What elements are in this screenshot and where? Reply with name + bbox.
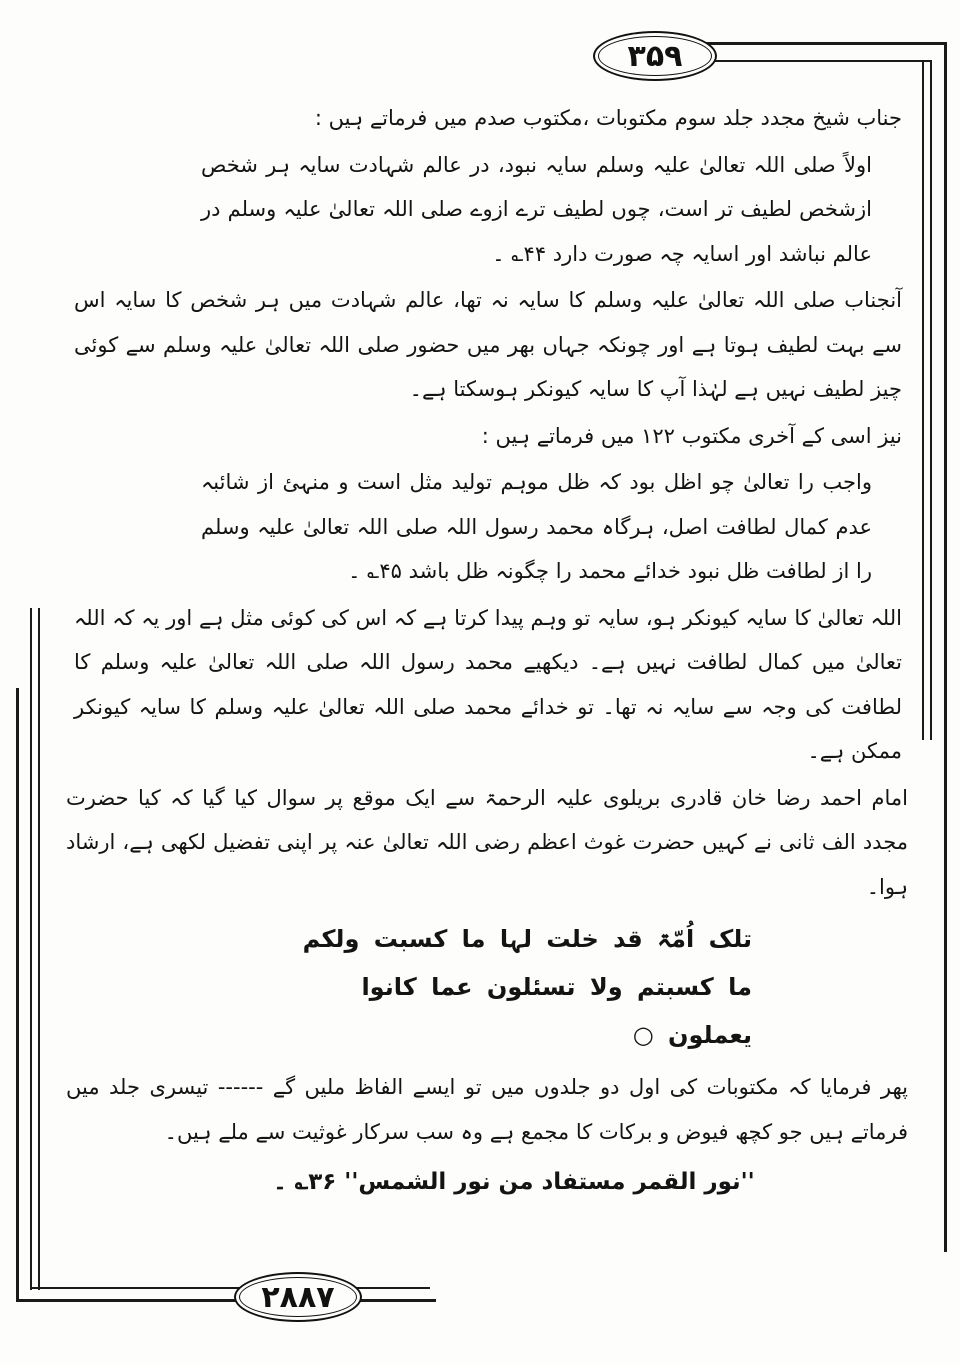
paragraph-intro-1: جناب شیخ مجدد جلد سوم مکتوبات ،مکتوب صدم میں فرماتے ہیں : — [314, 106, 902, 130]
page-number-top — [593, 31, 717, 81]
page-content — [66, 96, 908, 1209]
persian-quote-2: واجب را تعالیٰ چو اظل بود کہ ظل موہم تولید مثل است و منہئ از شائبہ عدم کمال لطافت اصل، ہرگاہ محمد رسول اللہ صلی اللہ تعالیٰ علیہ وسلم را از لطافت ظل نبود خدائے محمد را چگونہ ظل باشد ۴۵؎ ۔ — [201, 470, 872, 584]
frame-line-left-inner-a — [30, 608, 32, 1290]
frame-line-right-inner-a — [922, 60, 924, 740]
urdu-answer-paragraph: پھر فرمایا کہ مکتوبات کی اول دو جلدوں میں تو ایسے الفاظ ملیں گے ------ تیسری جلد میں فرماتے ہیں جو کچھ فیوض و برکات کا مجمع ہے وہ سب سرکار غوثیت سے ملے ہیں۔ — [66, 1075, 908, 1144]
frame-line-left-outer — [16, 688, 19, 1302]
frame-line-bottom-inner — [30, 1287, 430, 1289]
frame-line-right-inner-b — [930, 60, 932, 740]
frame-line-left-inner-b — [38, 608, 40, 1290]
frame-line-top-outer — [695, 42, 947, 45]
frame-line-bottom-outer — [16, 1299, 436, 1302]
paragraph-intro-2: نیز اسی کے آخری مکتوب ۱۲۲ میں فرماتے ہیں : — [481, 423, 902, 448]
frame-line-top-inner — [700, 60, 932, 62]
page-number-bottom — [234, 1272, 362, 1322]
page-number-bottom-value: ۲۸۸۷ — [239, 1277, 357, 1317]
urdu-explanation-2: اللہ تعالیٰ کا سایہ کیونکر ہو، سایہ تو وہم پیدا کرتا ہے کہ اس کی کوئی مثل ہے اور یہ کہ اللہ تعالیٰ میں کمال لطافت نہیں ہے۔ دیکھیے محمد رسول اللہ صلی اللہ تعالیٰ علیہ وسلم کا لطافت کی وجہ سے سایہ نہ تھا۔ تو خدائے محمد صلی اللہ تعالیٰ علیہ وسلم کا سایہ کیونکر ممکن ہے۔ — [74, 605, 902, 764]
page-number-top-value: ۳۵۹ — [598, 36, 712, 76]
frame-line-right-outer — [944, 42, 947, 1252]
arabic-verse: تلک اُمّۃ قد خلت لہا ما کسبت ولکم ما کسبتم ولا تسئلون عما کانوا یعملون ○ — [302, 925, 752, 1050]
arabic-final-quote: ''نور القمر مستفاد من نور الشمس'' ۳۶؎ ۔ — [273, 1169, 755, 1196]
persian-quote-1: اولاً صلی اللہ تعالیٰ علیہ وسلم سایہ نبود، در عالم شہادت سایہ ہر شخص ازشخص لطیف تر است، چوں لطیف ترے ازوے صلی اللہ تعالیٰ علیہ وسلم در عالم نباشد اور اسایہ چہ صورت دارد ۴۴؎ ۔ — [201, 152, 872, 266]
urdu-question-paragraph: امام احمد رضا خان قادری بریلوی علیہ الرحمۃ سے ایک موقع پر سوال کیا گیا کہ کیا حضرت مجدد الف ثانی نے کہیں حضرت غوث اعظم رضی اللہ تعالیٰ عنہ پر اپنی تفضیل لکھی ہے، ارشاد ہوا۔ — [66, 785, 908, 899]
urdu-explanation-1: آنجناب صلی اللہ تعالیٰ علیہ وسلم کا سایہ نہ تھا، عالم شہادت میں ہر شخص کا سایہ اس سے بہت لطیف ہوتا ہے اور چونکہ جہاں بھر میں حضور صلی اللہ تعالیٰ علیہ وسلم سے کوئی چیز لطیف نہیں ہے لہٰذا آپ کا سایہ کیونکر ہوسکتا ہے۔ — [74, 288, 902, 402]
